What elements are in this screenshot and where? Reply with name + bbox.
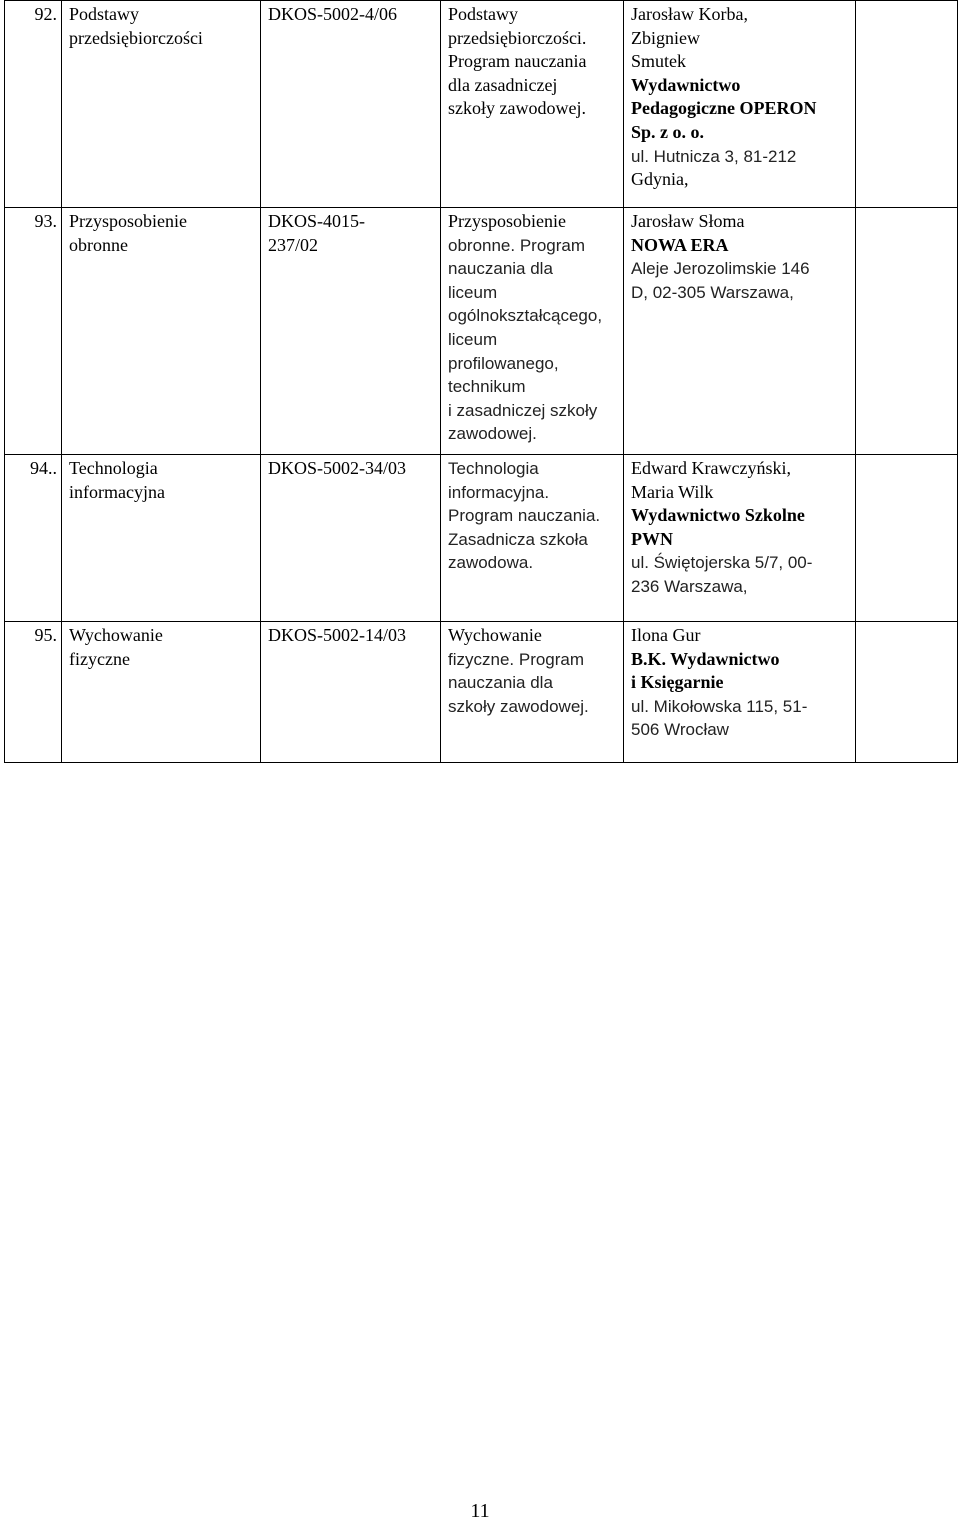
subject-line: Przysposobienie [69, 211, 187, 231]
title-line: Podstawy [448, 4, 519, 24]
address-line: Gdynia, [631, 169, 689, 190]
address-line: Aleje Jerozolimskie 146 [631, 259, 810, 279]
code-line: 237/02 [268, 234, 319, 255]
title-line: przedsiębiorczości. [448, 27, 587, 48]
author-publisher-cell [624, 622, 856, 763]
title-line: nauczania dla [448, 259, 553, 279]
title-line: i zasadniczej szkoły [448, 400, 598, 420]
table-row [5, 622, 958, 763]
table-row [5, 1, 958, 208]
address-line: ul. Świętojerska 5/7, 00- [631, 553, 813, 573]
empty-cell [856, 208, 958, 455]
authors-line: Jarosław Korba, [631, 4, 748, 24]
address-line: ul. Mikołowska 115, 51- [631, 696, 808, 716]
publisher-line: Wydawnictwo Szkolne [631, 505, 805, 526]
row-number-cell: 92. [5, 1, 62, 208]
publisher-line: Sp. z o. o. [631, 121, 705, 142]
row-number-cell: 93. [5, 208, 62, 455]
publisher-line: NOWA ERA [631, 234, 729, 255]
author-publisher-cell [624, 208, 856, 455]
row-number-cell: 94.. [5, 455, 62, 622]
title-line: Program nauczania. [448, 506, 601, 526]
address-line: D, 02-305 Warszawa, [631, 282, 794, 302]
subject-line: Wychowanie [69, 625, 163, 645]
author-publisher-cell [624, 455, 856, 622]
title-line: zawodowej. [448, 424, 537, 444]
code-line: DKOS-5002-14/03 [268, 625, 406, 645]
code-line: DKOS-5002-4/06 [268, 4, 397, 24]
row-number-cell: 95. [5, 622, 62, 763]
author-publisher-cell [624, 1, 856, 208]
subject-line: fizyczne [69, 648, 130, 669]
title-line: zawodowa. [448, 553, 534, 573]
program-title-cell [441, 622, 624, 763]
table-row [5, 208, 958, 455]
title-line: nauczania dla [448, 673, 553, 693]
subject-line: Technologia [69, 458, 158, 478]
title-line: liceum [448, 329, 498, 349]
title-line: dla zasadniczej [448, 74, 558, 95]
program-code-cell [261, 208, 441, 455]
subject-cell [62, 208, 261, 455]
authors-line: Smutek [631, 51, 687, 72]
title-line: ogólnokształcącego, [448, 306, 603, 326]
code-line: DKOS-4015- [268, 211, 365, 231]
program-code-cell [261, 622, 441, 763]
title-line: szkoły zawodowej. [448, 696, 589, 716]
title-line: Technologia [448, 459, 539, 478]
address-line: ul. Hutnicza 3, 81-212 [631, 146, 797, 166]
empty-cell [856, 1, 958, 208]
subject-line: informacyjna [69, 481, 165, 502]
subject-cell [62, 622, 261, 763]
title-line: technikum [448, 377, 526, 397]
publisher-line: Pedagogiczne OPERON [631, 98, 817, 119]
title-line: Przysposobienie [448, 211, 566, 231]
page-number: 11 [470, 1500, 490, 1522]
title-line: profilowanego, [448, 353, 559, 373]
title-line: Wychowanie [448, 625, 542, 645]
address-line: 236 Warszawa, [631, 576, 748, 596]
title-line: Zasadnicza szkoła [448, 529, 588, 549]
empty-cell [856, 455, 958, 622]
address-line: 506 Wrocław [631, 720, 729, 740]
title-line: fizyczne. Program [448, 649, 585, 669]
publisher-line: Wydawnictwo [631, 74, 741, 95]
program-code-cell [261, 455, 441, 622]
subject-cell [62, 455, 261, 622]
title-line: szkoły zawodowej. [448, 98, 586, 119]
subject-line: Podstawy [69, 4, 140, 24]
code-line: DKOS-5002-34/03 [268, 458, 406, 478]
title-line: obronne. Program [448, 235, 586, 255]
table-row [5, 455, 958, 622]
authors-line: Edward Krawczyński, [631, 458, 791, 478]
program-title-cell [441, 1, 624, 208]
curriculum-table [4, 0, 958, 763]
title-line: Program nauczania [448, 51, 587, 72]
subject-line: obronne [69, 234, 128, 255]
authors-line: Jarosław Słoma [631, 211, 745, 231]
publisher-line: PWN [631, 528, 673, 549]
program-title-cell [441, 208, 624, 455]
publisher-line: B.K. Wydawnictwo [631, 648, 780, 669]
authors-line: Maria Wilk [631, 481, 714, 502]
authors-line: Zbigniew [631, 27, 700, 48]
subject-line: przedsiębiorczości [69, 27, 203, 48]
authors-line: Ilona Gur [631, 625, 701, 645]
table-body [5, 1, 958, 763]
program-title-cell [441, 455, 624, 622]
title-line: informacyjna. [448, 482, 550, 502]
title-line: liceum [448, 282, 498, 302]
empty-cell [856, 622, 958, 763]
subject-cell [62, 1, 261, 208]
publisher-line: i Księgarnie [631, 672, 724, 693]
program-code-cell [261, 1, 441, 208]
